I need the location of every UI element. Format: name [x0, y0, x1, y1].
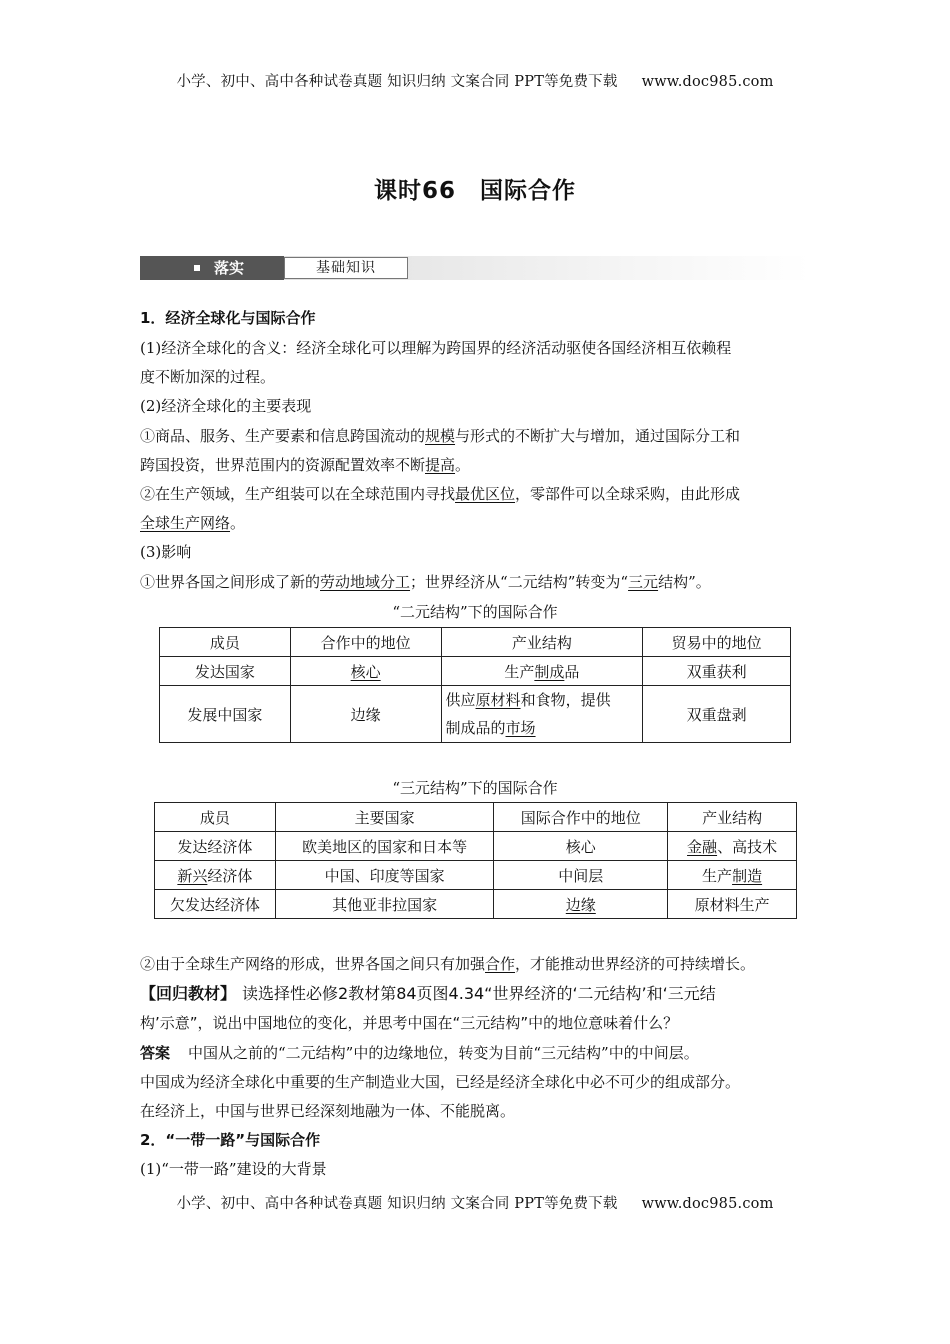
definition-line-1: (1)经济全球化的含义：经济全球化可以理解为跨国界的经济活动驱使各国经济相互依赖程 [140, 339, 732, 357]
banner-dark-tab [140, 256, 284, 280]
table-cell: 发达经济体 [155, 832, 276, 861]
table-cell: 双重获利 [643, 657, 791, 686]
header-url[interactable]: www.doc985.com [641, 74, 774, 90]
table-cell: 核心 [494, 832, 668, 861]
table-cell [494, 890, 668, 919]
blank-answer: 制造 [732, 866, 763, 885]
blank-answer: 市场 [505, 719, 536, 737]
table-cell: 中国、印度等国家 [275, 861, 494, 890]
table-cell: 其他亚非拉国家 [275, 890, 494, 919]
feature-2-line-1: ②在生产领域，生产组装可以在全球范围内寻找最优区位，零部件可以全球采购，由此形成 [140, 485, 741, 503]
triple-structure-table [154, 802, 797, 919]
banner-left-label: 落实 [214, 259, 245, 277]
table-row [160, 686, 791, 743]
blank-answer: 金融 [687, 837, 718, 856]
table-cell: 供应原材料和食物，提供 制成品的市场 [441, 686, 643, 743]
blank-answer: 规模 [425, 427, 456, 445]
table-cell [290, 657, 441, 686]
table-row [155, 890, 797, 919]
textbook-question-line-2: 构’示意”，说出中国地位的变化，并思考中国在“三元结构”中的地位意味着什么？ [140, 1014, 679, 1032]
table-cell: 金融、高技术 [668, 832, 797, 861]
blank-answer: 劳动地域分工 [320, 573, 411, 591]
table-cell: 双重盘剥 [643, 686, 791, 743]
lesson-title: 课时66 国际合作 [373, 178, 576, 204]
table-cell: 发展中国家 [160, 686, 291, 743]
blank-answer: 全球生产网络 [140, 514, 231, 532]
table-header-cell: 主要国家 [275, 803, 494, 832]
table-cell: 发达国家 [160, 657, 291, 686]
belt-road-background: (1)“一带一路”建设的大背景 [140, 1160, 327, 1178]
header-url[interactable]: www.doc985.com [641, 1196, 774, 1212]
blank-answer: 制成 [534, 662, 565, 681]
main-features-heading: (2)经济全球化的主要表现 [140, 397, 312, 415]
blank-answer: 核心 [350, 662, 381, 681]
textbook-tag: 【回归教材】 [140, 984, 237, 1003]
header-text: 小学、初中、高中各种试卷真题 知识归纳 文案合同 PPT等免费下载 [176, 1196, 618, 1212]
feature-2-line-2: 全球生产网络。 [140, 514, 246, 532]
impact-2: ②由于全球生产网络的形成，世界各国之间只有加强合作，才能推动世界经济的可持续增长。 [140, 955, 756, 973]
table-header-cell: 合作中的地位 [290, 628, 441, 657]
table-header-row [160, 628, 791, 657]
table-header-cell: 产业结构 [441, 628, 643, 657]
table-header-cell: 产业结构 [668, 803, 797, 832]
table-cell: 边缘 [290, 686, 441, 743]
feature-1-line-2: 跨国投资，世界范围内的资源配置效率不断提高。 [140, 456, 471, 474]
header-text: 小学、初中、高中各种试卷真题 知识归纳 文案合同 PPT等免费下载 [176, 74, 618, 90]
blank-answer: 提高 [425, 456, 456, 474]
blank-answer: 合作 [485, 955, 516, 973]
table-cell: 新兴经济体 [155, 861, 276, 890]
feature-1-line-1: ①商品、服务、生产要素和信息跨国流动的规模与形式的不断扩大与增加，通过国际分工和 [140, 427, 741, 445]
blank-answer: 新兴 [177, 866, 208, 885]
table-header-row [155, 803, 797, 832]
table-cell: 原材料生产 [668, 890, 797, 919]
definition-line-2: 度不断加深的过程。 [140, 368, 276, 386]
section-1-heading: 1．经济全球化与国际合作 [140, 309, 316, 327]
section-banner [140, 256, 810, 280]
table-1-caption: “二元结构”下的国际合作 [392, 603, 558, 621]
table-cell: 欠发达经济体 [155, 890, 276, 919]
table-row [155, 861, 797, 890]
table-row [160, 657, 791, 686]
square-bullet-icon [194, 265, 200, 271]
table-header-cell: 国际合作中的地位 [494, 803, 668, 832]
answer-line-2: 中国成为经济全球化中重要的生产制造业大国，已经是经济全球化中必不可少的组成部分。 [140, 1073, 741, 1091]
impact-1: ①世界各国之间形成了新的劳动地域分工；世界经济从“二元结构”转变为“三元结构”。 [140, 573, 711, 591]
dual-structure-table [159, 627, 791, 743]
answer-line-1: 答案 中国从之前的“二元结构”中的边缘地位，转变为目前“三元结构”中的中间层。 [140, 1044, 699, 1062]
blank-answer: 最优区位 [455, 485, 516, 503]
answer-label: 答案 [140, 1044, 171, 1062]
table-header-cell: 贸易中的地位 [643, 628, 791, 657]
table-header-cell: 成员 [155, 803, 276, 832]
blank-answer: 原材料 [475, 691, 521, 709]
banner-right-label: 基础知识 [284, 257, 408, 279]
page-header-top [0, 70, 950, 91]
table-header-cell: 成员 [160, 628, 291, 657]
answer-line-3: 在经济上，中国与世界已经深刻地融为一体、不能脱离。 [140, 1102, 516, 1120]
table-cell: 欧美地区的国家和日本等 [275, 832, 494, 861]
section-2-heading: 2．“一带一路”与国际合作 [140, 1131, 321, 1149]
blank-answer: 三元 [628, 573, 659, 591]
blank-answer: 边缘 [565, 895, 596, 914]
impact-heading: (3)影响 [140, 543, 192, 561]
table-cell: 生产制成品 [441, 657, 643, 686]
table-row [155, 832, 797, 861]
table-cell: 中间层 [494, 861, 668, 890]
table-2-caption: “三元结构”下的国际合作 [392, 779, 558, 797]
table-cell: 生产制造 [668, 861, 797, 890]
textbook-question-line-1: 【回归教材】 读选择性必修2教材第84页图4.34“世界经济的‘二元结构’和‘三元结 [140, 984, 716, 1003]
page-header-bottom [0, 1192, 950, 1213]
